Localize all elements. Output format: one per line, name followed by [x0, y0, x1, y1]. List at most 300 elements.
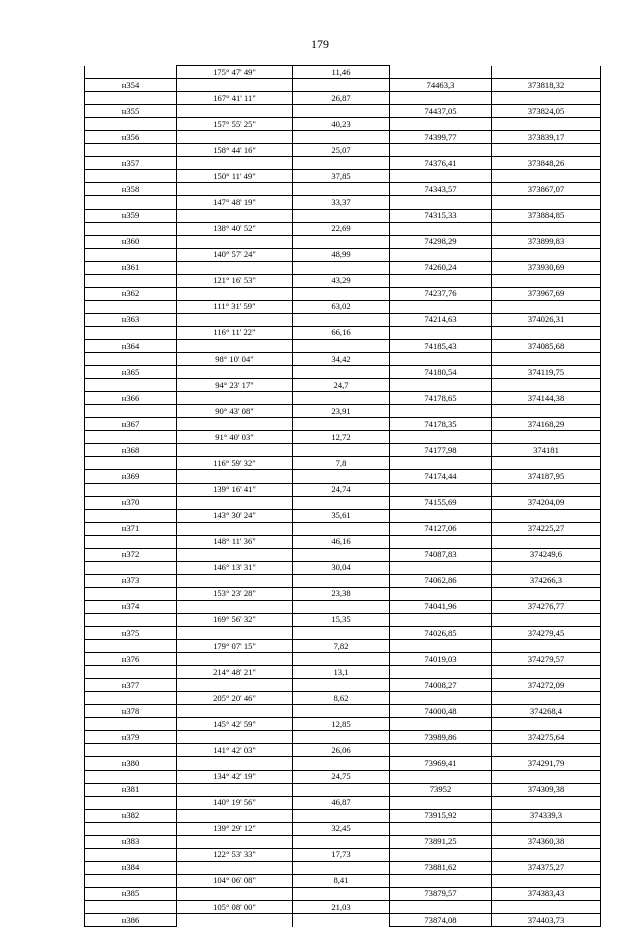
direction-cell	[177, 235, 293, 248]
point-row	[85, 183, 601, 196]
y-coordinate-cell	[492, 66, 601, 79]
length-cell: 7,8	[293, 457, 390, 470]
point-cell: н354	[85, 79, 177, 92]
point-cell: н379	[85, 731, 177, 744]
point-cell: н376	[85, 653, 177, 666]
length-cell	[293, 809, 390, 822]
segment-row	[85, 509, 601, 522]
segment-row	[85, 796, 601, 809]
x-coordinate-cell	[390, 744, 492, 757]
point-row	[85, 887, 601, 900]
direction-cell: 134° 42' 19"	[177, 770, 293, 783]
point-row	[85, 287, 601, 300]
y-coordinate-cell	[492, 353, 601, 366]
length-cell	[293, 835, 390, 848]
length-cell: 23,91	[293, 405, 390, 418]
x-coordinate-cell: 74463,3	[390, 79, 492, 92]
x-coordinate-cell	[390, 587, 492, 600]
length-cell	[293, 470, 390, 483]
length-cell	[293, 653, 390, 666]
x-coordinate-cell: 74298,29	[390, 235, 492, 248]
point-cell: н380	[85, 757, 177, 770]
x-coordinate-cell	[390, 666, 492, 679]
length-cell	[293, 418, 390, 431]
x-coordinate-cell: 74260,24	[390, 261, 492, 274]
length-cell: 46,16	[293, 535, 390, 548]
direction-cell	[177, 887, 293, 900]
direction-cell: 140° 57' 24"	[177, 248, 293, 261]
x-coordinate-cell	[390, 170, 492, 183]
x-coordinate-cell	[390, 248, 492, 261]
segment-row	[85, 353, 601, 366]
point-row	[85, 470, 601, 483]
x-coordinate-cell: 74000,48	[390, 705, 492, 718]
length-cell: 23,38	[293, 587, 390, 600]
x-coordinate-cell	[390, 118, 492, 131]
length-cell	[293, 731, 390, 744]
length-cell: 25,07	[293, 144, 390, 157]
point-cell	[85, 144, 177, 157]
point-cell	[85, 587, 177, 600]
point-cell: н382	[85, 809, 177, 822]
point-row	[85, 627, 601, 640]
y-coordinate-cell: 373930,69	[492, 261, 601, 274]
direction-cell	[177, 339, 293, 352]
x-coordinate-cell: 73989,86	[390, 731, 492, 744]
point-cell: н361	[85, 261, 177, 274]
point-cell: н378	[85, 705, 177, 718]
x-coordinate-cell: 74062,86	[390, 574, 492, 587]
point-row	[85, 366, 601, 379]
direction-cell: 121° 16' 53"	[177, 274, 293, 287]
point-row	[85, 914, 601, 927]
y-coordinate-cell	[492, 248, 601, 261]
direction-cell: 175° 47' 49"	[177, 66, 293, 79]
point-row	[85, 105, 601, 118]
length-cell: 63,02	[293, 300, 390, 313]
y-coordinate-cell: 374279,57	[492, 653, 601, 666]
y-coordinate-cell	[492, 718, 601, 731]
x-coordinate-cell	[390, 509, 492, 522]
segment-row	[85, 666, 601, 679]
x-coordinate-cell	[390, 796, 492, 809]
y-coordinate-cell: 374276,77	[492, 600, 601, 613]
length-cell	[293, 496, 390, 509]
y-coordinate-cell: 373899,83	[492, 235, 601, 248]
point-cell: н362	[85, 287, 177, 300]
y-coordinate-cell	[492, 92, 601, 105]
length-cell	[293, 79, 390, 92]
x-coordinate-cell: 74214,63	[390, 313, 492, 326]
point-cell: н360	[85, 235, 177, 248]
direction-cell: 116° 11' 22"	[177, 326, 293, 339]
direction-cell: 98° 10' 04"	[177, 353, 293, 366]
length-cell	[293, 392, 390, 405]
segment-row	[85, 457, 601, 470]
length-cell	[293, 522, 390, 535]
direction-cell	[177, 366, 293, 379]
length-cell	[293, 209, 390, 222]
length-cell: 26,06	[293, 744, 390, 757]
segment-row	[85, 144, 601, 157]
y-coordinate-cell: 373839,17	[492, 131, 601, 144]
point-cell	[85, 92, 177, 105]
point-row	[85, 679, 601, 692]
x-coordinate-cell	[390, 300, 492, 313]
y-coordinate-cell	[492, 666, 601, 679]
x-coordinate-cell	[390, 405, 492, 418]
direction-cell	[177, 705, 293, 718]
direction-cell: 111° 31' 59"	[177, 300, 293, 313]
x-coordinate-cell: 74315,33	[390, 209, 492, 222]
y-coordinate-cell: 374339,3	[492, 809, 601, 822]
length-cell: 26,87	[293, 92, 390, 105]
point-cell: н355	[85, 105, 177, 118]
point-row	[85, 261, 601, 274]
segment-row	[85, 561, 601, 574]
x-coordinate-cell: 74376,41	[390, 157, 492, 170]
direction-cell	[177, 470, 293, 483]
point-row	[85, 574, 601, 587]
length-cell: 15,35	[293, 613, 390, 626]
segment-row	[85, 848, 601, 861]
segment-row	[85, 822, 601, 835]
point-cell	[85, 405, 177, 418]
y-coordinate-cell: 373867,07	[492, 183, 601, 196]
point-cell	[85, 796, 177, 809]
point-cell: н366	[85, 392, 177, 405]
direction-cell: 148° 11' 36"	[177, 535, 293, 548]
segment-row	[85, 692, 601, 705]
direction-cell	[177, 861, 293, 874]
point-cell	[85, 718, 177, 731]
point-cell	[85, 222, 177, 235]
x-coordinate-cell: 74178,35	[390, 418, 492, 431]
y-coordinate-cell: 373824,05	[492, 105, 601, 118]
length-cell: 12,85	[293, 718, 390, 731]
direction-cell: 138° 40' 52"	[177, 222, 293, 235]
length-cell: 11,46	[293, 66, 390, 79]
direction-cell: 169° 56' 32"	[177, 613, 293, 626]
direction-cell: 105° 08' 00"	[177, 901, 293, 914]
x-coordinate-cell: 74019,03	[390, 653, 492, 666]
segment-row	[85, 326, 601, 339]
segment-row	[85, 483, 601, 496]
point-cell	[85, 274, 177, 287]
y-coordinate-cell	[492, 431, 601, 444]
point-cell: н358	[85, 183, 177, 196]
segment-row	[85, 613, 601, 626]
x-coordinate-cell: 74177,98	[390, 444, 492, 457]
point-row	[85, 600, 601, 613]
y-coordinate-cell: 374291,79	[492, 757, 601, 770]
y-coordinate-cell: 374187,95	[492, 470, 601, 483]
direction-cell	[177, 835, 293, 848]
point-cell	[85, 744, 177, 757]
point-cell	[85, 666, 177, 679]
point-cell	[85, 848, 177, 861]
x-coordinate-cell: 73952	[390, 783, 492, 796]
direction-cell	[177, 287, 293, 300]
point-row	[85, 548, 601, 561]
y-coordinate-cell: 374249,6	[492, 548, 601, 561]
y-coordinate-cell	[492, 118, 601, 131]
direction-cell: 157° 55' 25"	[177, 118, 293, 131]
y-coordinate-cell: 374383,43	[492, 887, 601, 900]
point-cell	[85, 692, 177, 705]
x-coordinate-cell: 73879,57	[390, 887, 492, 900]
point-cell	[85, 300, 177, 313]
direction-cell: 139° 16' 41"	[177, 483, 293, 496]
y-coordinate-cell: 374119,75	[492, 366, 601, 379]
x-coordinate-cell	[390, 770, 492, 783]
point-cell	[85, 901, 177, 914]
direction-cell: 167° 41' 11"	[177, 92, 293, 105]
segment-row	[85, 640, 601, 653]
y-coordinate-cell	[492, 874, 601, 887]
direction-cell	[177, 600, 293, 613]
y-coordinate-cell: 374275,64	[492, 731, 601, 744]
length-cell	[293, 861, 390, 874]
point-cell	[85, 640, 177, 653]
x-coordinate-cell: 74174,44	[390, 470, 492, 483]
x-coordinate-cell	[390, 222, 492, 235]
point-cell	[85, 431, 177, 444]
point-row	[85, 522, 601, 535]
direction-cell	[177, 79, 293, 92]
x-coordinate-cell: 74185,43	[390, 339, 492, 352]
point-cell	[85, 353, 177, 366]
x-coordinate-cell	[390, 483, 492, 496]
length-cell	[293, 705, 390, 718]
y-coordinate-cell	[492, 405, 601, 418]
point-cell	[85, 770, 177, 783]
point-cell	[85, 248, 177, 261]
point-row	[85, 496, 601, 509]
direction-cell	[177, 574, 293, 587]
point-row	[85, 339, 601, 352]
point-cell: н357	[85, 157, 177, 170]
x-coordinate-cell: 73915,92	[390, 809, 492, 822]
x-coordinate-cell	[390, 92, 492, 105]
x-coordinate-cell: 74087,83	[390, 548, 492, 561]
length-cell: 8,41	[293, 874, 390, 887]
point-cell: н383	[85, 835, 177, 848]
direction-cell	[177, 809, 293, 822]
point-row	[85, 653, 601, 666]
segment-row	[85, 587, 601, 600]
length-cell: 40,23	[293, 118, 390, 131]
direction-cell: 179° 07' 15"	[177, 640, 293, 653]
point-cell: н385	[85, 887, 177, 900]
direction-cell: 139° 29' 12"	[177, 822, 293, 835]
length-cell	[293, 887, 390, 900]
point-row	[85, 131, 601, 144]
x-coordinate-cell: 73874,08	[390, 914, 492, 927]
x-coordinate-cell	[390, 379, 492, 392]
point-cell	[85, 196, 177, 209]
direction-cell: 214° 48' 21"	[177, 666, 293, 679]
x-coordinate-cell: 74178,65	[390, 392, 492, 405]
x-coordinate-cell: 73891,25	[390, 835, 492, 848]
direction-cell: 147° 48' 19"	[177, 196, 293, 209]
segment-row	[85, 770, 601, 783]
y-coordinate-cell: 374272,09	[492, 679, 601, 692]
x-coordinate-cell: 74180,54	[390, 366, 492, 379]
x-coordinate-cell: 74437,05	[390, 105, 492, 118]
y-coordinate-cell: 374225,27	[492, 522, 601, 535]
point-row	[85, 157, 601, 170]
point-cell: н372	[85, 548, 177, 561]
y-coordinate-cell	[492, 692, 601, 705]
point-cell: н375	[85, 627, 177, 640]
segment-row	[85, 66, 601, 79]
y-coordinate-cell: 374204,09	[492, 496, 601, 509]
length-cell	[293, 574, 390, 587]
point-cell: н364	[85, 339, 177, 352]
point-cell	[85, 483, 177, 496]
length-cell	[293, 444, 390, 457]
segment-row	[85, 405, 601, 418]
y-coordinate-cell: 374144,38	[492, 392, 601, 405]
point-row	[85, 757, 601, 770]
y-coordinate-cell	[492, 822, 601, 835]
y-coordinate-cell	[492, 587, 601, 600]
point-cell: н386	[85, 914, 177, 927]
length-cell	[293, 627, 390, 640]
point-row	[85, 79, 601, 92]
segment-row	[85, 196, 601, 209]
y-coordinate-cell	[492, 535, 601, 548]
point-row	[85, 809, 601, 822]
y-coordinate-cell	[492, 561, 601, 574]
coordinates-table-body	[85, 66, 601, 927]
x-coordinate-cell	[390, 718, 492, 731]
y-coordinate-cell: 373884,85	[492, 209, 601, 222]
x-coordinate-cell	[390, 66, 492, 79]
segment-row	[85, 222, 601, 235]
segment-row	[85, 274, 601, 287]
y-coordinate-cell	[492, 379, 601, 392]
direction-cell: 104° 06' 08"	[177, 874, 293, 887]
y-coordinate-cell	[492, 770, 601, 783]
length-cell: 24,7	[293, 379, 390, 392]
length-cell	[293, 339, 390, 352]
direction-cell	[177, 653, 293, 666]
x-coordinate-cell	[390, 874, 492, 887]
length-cell: 13,1	[293, 666, 390, 679]
point-cell: н368	[85, 444, 177, 457]
direction-cell	[177, 183, 293, 196]
y-coordinate-cell	[492, 170, 601, 183]
length-cell: 34,42	[293, 353, 390, 366]
y-coordinate-cell	[492, 274, 601, 287]
length-cell	[293, 914, 390, 927]
length-cell	[293, 600, 390, 613]
y-coordinate-cell: 374309,38	[492, 783, 601, 796]
y-coordinate-cell: 374268,4	[492, 705, 601, 718]
x-coordinate-cell: 74026,85	[390, 627, 492, 640]
segment-row	[85, 718, 601, 731]
point-cell: н359	[85, 209, 177, 222]
y-coordinate-cell	[492, 483, 601, 496]
point-row	[85, 392, 601, 405]
direction-cell	[177, 522, 293, 535]
x-coordinate-cell	[390, 274, 492, 287]
x-coordinate-cell	[390, 848, 492, 861]
point-row	[85, 783, 601, 796]
segment-row	[85, 118, 601, 131]
length-cell: 33,37	[293, 196, 390, 209]
y-coordinate-cell	[492, 222, 601, 235]
point-cell	[85, 561, 177, 574]
x-coordinate-cell	[390, 640, 492, 653]
point-cell	[85, 535, 177, 548]
direction-cell	[177, 209, 293, 222]
y-coordinate-cell: 373818,32	[492, 79, 601, 92]
segment-row	[85, 874, 601, 887]
segment-row	[85, 535, 601, 548]
x-coordinate-cell: 74399,77	[390, 131, 492, 144]
x-coordinate-cell	[390, 196, 492, 209]
direction-cell: 145° 42' 59"	[177, 718, 293, 731]
direction-cell: 146° 13' 31"	[177, 561, 293, 574]
length-cell: 21,03	[293, 901, 390, 914]
segment-row	[85, 170, 601, 183]
x-coordinate-cell	[390, 431, 492, 444]
segment-row	[85, 379, 601, 392]
y-coordinate-cell	[492, 457, 601, 470]
point-cell: н373	[85, 574, 177, 587]
point-row	[85, 861, 601, 874]
length-cell: 32,45	[293, 822, 390, 835]
direction-cell	[177, 627, 293, 640]
point-row	[85, 209, 601, 222]
length-cell	[293, 548, 390, 561]
length-cell: 48,99	[293, 248, 390, 261]
direction-cell	[177, 496, 293, 509]
point-cell: н363	[85, 313, 177, 326]
x-coordinate-cell: 74237,76	[390, 287, 492, 300]
y-coordinate-cell	[492, 640, 601, 653]
point-cell: н370	[85, 496, 177, 509]
x-coordinate-cell: 74155,69	[390, 496, 492, 509]
x-coordinate-cell	[390, 144, 492, 157]
x-coordinate-cell: 74127,06	[390, 522, 492, 535]
y-coordinate-cell	[492, 901, 601, 914]
direction-cell: 141° 42' 03"	[177, 744, 293, 757]
length-cell: 30,04	[293, 561, 390, 574]
y-coordinate-cell	[492, 744, 601, 757]
point-cell: н371	[85, 522, 177, 535]
point-cell: н377	[85, 679, 177, 692]
length-cell: 7,82	[293, 640, 390, 653]
length-cell	[293, 183, 390, 196]
x-coordinate-cell: 74041,96	[390, 600, 492, 613]
length-cell	[293, 313, 390, 326]
point-cell: н365	[85, 366, 177, 379]
direction-cell	[177, 444, 293, 457]
point-row	[85, 235, 601, 248]
direction-cell	[177, 392, 293, 405]
length-cell	[293, 157, 390, 170]
point-cell: н367	[85, 418, 177, 431]
direction-cell: 205° 20' 46"	[177, 692, 293, 705]
y-coordinate-cell: 374360,38	[492, 835, 601, 848]
y-coordinate-cell: 374085,68	[492, 339, 601, 352]
length-cell	[293, 757, 390, 770]
point-row	[85, 418, 601, 431]
